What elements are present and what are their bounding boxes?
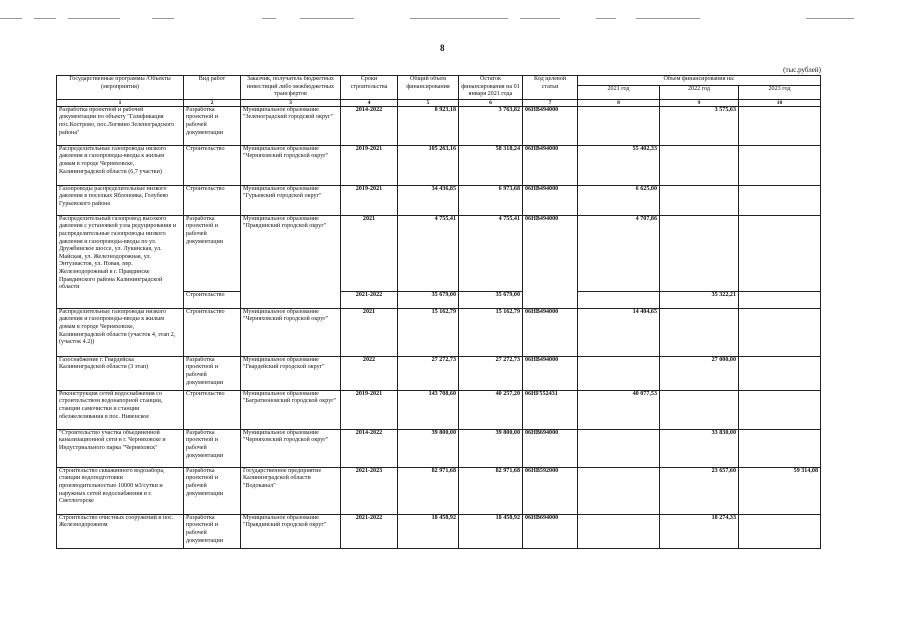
cell-2023 bbox=[739, 215, 821, 291]
cell-work-type: Разработка проектной и рабочей документации bbox=[184, 514, 241, 548]
cell-remaining: 4 755,41 bbox=[459, 215, 523, 291]
column-number: 3 bbox=[241, 99, 341, 106]
cell-period: 2022 bbox=[341, 356, 398, 390]
header-2022: 2022 год bbox=[660, 86, 739, 100]
column-number: 1 bbox=[57, 99, 184, 106]
cell-2022: 35 322,21 bbox=[660, 291, 739, 308]
cell-work-type: Строительство bbox=[184, 390, 241, 429]
cell-remaining: 39 800,00 bbox=[459, 429, 523, 467]
cell-period: 2021 bbox=[341, 215, 398, 291]
cell-code: 06HB494000 bbox=[523, 215, 578, 308]
header-customer: Заказчик, получатель бюджетных инвестиций либо межбюджетных трансфертов bbox=[241, 76, 341, 100]
cell-total: 105 263,16 bbox=[398, 145, 459, 185]
cell-2022 bbox=[660, 185, 739, 215]
header-2023: 2023 год bbox=[739, 86, 821, 100]
scan-mark bbox=[300, 18, 354, 19]
cell-period: 2014-2022 bbox=[341, 429, 398, 467]
cell-2021: 6 625,00 bbox=[578, 185, 660, 215]
cell-code: 06HB494000 bbox=[523, 308, 578, 356]
cell-2022: 18 274,33 bbox=[660, 514, 739, 548]
table-row bbox=[57, 145, 821, 185]
cell-object: Газоснабжение г. Гвардейска Калининградской области (3 этап) bbox=[57, 356, 184, 390]
cell-work-type: Строительство bbox=[184, 308, 241, 356]
cell-code: 06HB694000 bbox=[523, 514, 578, 548]
page-number: 8 bbox=[440, 43, 445, 53]
cell-customer: Муниципальное образование "Черняховский городской округ" bbox=[241, 145, 341, 185]
cell-object: Реконструкция сетей водоснабжения со строительством водонапорной станции, станции самочистки и станции обезжелезивания в пос. Нивенское bbox=[57, 390, 184, 429]
cell-customer: Муниципальное образование "Гурьевский городской округ" bbox=[241, 185, 341, 215]
cell-object: "Строительство участка объединенной канализационной сети в г. Черняховске и Индустриального парка "Черняховск" bbox=[57, 429, 184, 467]
table-row bbox=[57, 185, 821, 215]
header-total: Общий объем финансирования bbox=[398, 76, 459, 100]
cell-2021 bbox=[578, 106, 660, 145]
cell-object: Распределительные газопроводы низкого давления и газопроводы-вводы к жилым домам в городе Черняховске, Калининградской области (участок 4, этап 2, (участок 4.2)) bbox=[57, 308, 184, 356]
column-number: 7 bbox=[523, 99, 578, 106]
cell-customer: Муниципальное образование "Правдинский городской округ" bbox=[241, 514, 341, 548]
cell-2021: 4 707,86 bbox=[578, 215, 660, 291]
cell-remaining: 3 763,82 bbox=[459, 106, 523, 145]
cell-total: 15 162,79 bbox=[398, 308, 459, 356]
cell-2022: 27 000,00 bbox=[660, 356, 739, 390]
column-number: 8 bbox=[578, 99, 660, 106]
cell-2022: 33 830,00 bbox=[660, 429, 739, 467]
cell-code: 06HF552431 bbox=[523, 390, 578, 429]
column-number: 9 bbox=[660, 99, 739, 106]
cell-customer: Муниципальное образование "Багратионовский городской округ" bbox=[241, 390, 341, 429]
cell-object: Строительство скважинного водозабора, станции водоподготовки производительностью 10000 м3/сутки и наружных сетей водоснабжения в г. Светлогорске bbox=[57, 467, 184, 514]
cell-2023 bbox=[739, 308, 821, 356]
cell-2023: 59 314,08 bbox=[739, 467, 821, 514]
scan-mark bbox=[520, 18, 560, 19]
scan-mark bbox=[596, 18, 616, 19]
cell-2021: 14 404,65 bbox=[578, 308, 660, 356]
header-period: Сроки строительства bbox=[341, 76, 398, 100]
cell-2022: 3 575,63 bbox=[660, 106, 739, 145]
cell-work-type: Строительство bbox=[184, 291, 241, 308]
scan-mark bbox=[636, 18, 700, 19]
cell-2022: 23 657,60 bbox=[660, 467, 739, 514]
cell-remaining: 35 679,00 bbox=[459, 291, 523, 308]
cell-period: 2021-2022 bbox=[341, 291, 398, 308]
cell-2023 bbox=[739, 514, 821, 548]
cell-customer: Муниципальное образование "Зеленоградский городской округ" bbox=[241, 106, 341, 145]
header-2021: 2021 год bbox=[578, 86, 660, 100]
cell-work-type: Строительство bbox=[184, 145, 241, 185]
cell-customer: Муниципальное образование "Черняховский городской округ" bbox=[241, 308, 341, 356]
cell-2023 bbox=[739, 429, 821, 467]
cell-code: 06HB494000 bbox=[523, 145, 578, 185]
cell-customer: Государственное предприятие Калининградской области "Водоканал" bbox=[241, 467, 341, 514]
table-row bbox=[57, 514, 821, 548]
cell-object: Распределительные газопроводы низкого давления и газопроводы-вводы к жилым домам в городе Черняховске, Калининградской области (6,7 участки) bbox=[57, 145, 184, 185]
header-remaining: Остаток финансирования на 01 января 2021 года bbox=[459, 76, 523, 100]
header-object: Государственные программы /Объекты (мероприятия) bbox=[57, 76, 184, 100]
scan-mark bbox=[0, 18, 22, 19]
table-row bbox=[57, 356, 821, 390]
cell-total: 35 679,00 bbox=[398, 291, 459, 308]
cell-work-type: Разработка проектной и рабочей документации bbox=[184, 215, 241, 291]
cell-2023 bbox=[739, 291, 821, 308]
cell-code: 06HB694000 bbox=[523, 429, 578, 467]
cell-2021 bbox=[578, 514, 660, 548]
cell-code: 06HB592000 bbox=[523, 467, 578, 514]
cell-remaining: 15 162,79 bbox=[459, 308, 523, 356]
cell-total: 27 272,73 bbox=[398, 356, 459, 390]
table-row bbox=[57, 106, 821, 145]
scan-mark bbox=[410, 18, 508, 19]
units-label: (тыс.рублей) bbox=[783, 66, 821, 74]
cell-total: 18 458,92 bbox=[398, 514, 459, 548]
cell-work-type: Разработка проектной и рабочей документации bbox=[184, 467, 241, 514]
cell-code: 06HB494000 bbox=[523, 106, 578, 145]
cell-remaining: 6 973,68 bbox=[459, 185, 523, 215]
cell-remaining: 27 272,73 bbox=[459, 356, 523, 390]
scan-mark bbox=[68, 18, 120, 19]
cell-period: 2021 bbox=[341, 308, 398, 356]
cell-period: 2019-2021 bbox=[341, 390, 398, 429]
cell-total: 8 923,18 bbox=[398, 106, 459, 145]
cell-2021: 40 077,53 bbox=[578, 390, 660, 429]
cell-total: 39 800,00 bbox=[398, 429, 459, 467]
column-number-row bbox=[57, 99, 821, 106]
cell-2021 bbox=[578, 467, 660, 514]
cell-period: 2019-2021 bbox=[341, 185, 398, 215]
cell-work-type: Разработка проектной и рабочей документации bbox=[184, 106, 241, 145]
scan-mark bbox=[152, 18, 174, 19]
cell-2023 bbox=[739, 106, 821, 145]
cell-remaining: 58 318,24 bbox=[459, 145, 523, 185]
cell-period: 2014-2022 bbox=[341, 106, 398, 145]
cell-2023 bbox=[739, 356, 821, 390]
column-number: 5 bbox=[398, 99, 459, 106]
cell-total: 34 436,85 bbox=[398, 185, 459, 215]
table-row bbox=[57, 429, 821, 467]
cell-work-type: Строительство bbox=[184, 185, 241, 215]
cell-total: 82 971,68 bbox=[398, 467, 459, 514]
financing-table bbox=[56, 75, 821, 549]
table-row bbox=[57, 308, 821, 356]
table-row bbox=[57, 390, 821, 429]
cell-customer: Муниципальное образование "Черняховский городской округ" bbox=[241, 429, 341, 467]
scan-mark bbox=[34, 18, 56, 19]
cell-2023 bbox=[739, 390, 821, 429]
cell-remaining: 82 971,68 bbox=[459, 467, 523, 514]
scan-mark bbox=[806, 18, 854, 19]
cell-2023 bbox=[739, 185, 821, 215]
table-row bbox=[57, 215, 821, 291]
cell-2021 bbox=[578, 429, 660, 467]
cell-2021 bbox=[578, 291, 660, 308]
cell-work-type: Разработка проектной и рабочей документации bbox=[184, 429, 241, 467]
cell-2021 bbox=[578, 356, 660, 390]
header-work-type: Вид работ bbox=[184, 76, 241, 100]
cell-2022 bbox=[660, 215, 739, 291]
cell-object: Распределительный газопровод высокого давления с установкой узла редуцирования и распределительные газопроводы низкого давления и газопроводы-вводы по ул. Дружбинское шоссе, ул. Лукинская, ул. Майская, ул. Железнодорожная, ул. Энтузиастов, ул. Новая, пер. Железнодорожный в г. Правдинске Правдинского района Калининградской области bbox=[57, 215, 184, 308]
column-number: 2 bbox=[184, 99, 241, 106]
cell-total: 4 755,41 bbox=[398, 215, 459, 291]
cell-code: 06HB494000 bbox=[523, 356, 578, 390]
scan-mark bbox=[262, 18, 276, 19]
cell-2022 bbox=[660, 145, 739, 185]
cell-2023 bbox=[739, 145, 821, 185]
cell-2021: 55 402,33 bbox=[578, 145, 660, 185]
cell-object: Разработка проектной и рабочей документации по объекту "Газификация пос.Кострово, пос.Логвино Зеленоградского района" bbox=[57, 106, 184, 145]
table-row bbox=[57, 467, 821, 514]
cell-object: Газопроводы распределительные низкого давления в поселках Яблоновка, Голубево Гурьевского района bbox=[57, 185, 184, 215]
cell-2022 bbox=[660, 390, 739, 429]
cell-2022 bbox=[660, 308, 739, 356]
cell-period: 2019-2021 bbox=[341, 145, 398, 185]
cell-remaining: 40 257,20 bbox=[459, 390, 523, 429]
cell-customer: Муниципальное образование "Правдинский городской округ" bbox=[241, 215, 341, 308]
cell-remaining: 18 458,92 bbox=[459, 514, 523, 548]
cell-total: 143 708,60 bbox=[398, 390, 459, 429]
cell-object: Строительство очистных сооружений в пос. Железнодорожном bbox=[57, 514, 184, 548]
cell-work-type: Разработка проектной и рабочей документации bbox=[184, 356, 241, 390]
cell-period: 2021-2023 bbox=[341, 467, 398, 514]
cell-customer: Муниципальное образование "Гвардейский городской округ" bbox=[241, 356, 341, 390]
column-number: 10 bbox=[739, 99, 821, 106]
column-number: 6 bbox=[459, 99, 523, 106]
cell-period: 2021-2022 bbox=[341, 514, 398, 548]
header-code: Код целевой статьи bbox=[523, 76, 578, 100]
column-number: 4 bbox=[341, 99, 398, 106]
cell-code: 06HB494000 bbox=[523, 185, 578, 215]
header-financing-volume: Объем финансирования на: bbox=[578, 76, 821, 86]
